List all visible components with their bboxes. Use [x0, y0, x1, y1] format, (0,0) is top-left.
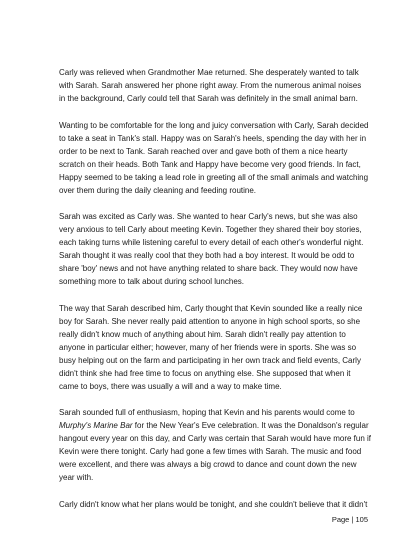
text-line: The way that Sarah described him, Carly thought that Kevin sounded like a really nice	[59, 303, 363, 313]
text-line: very anxious to tell Carly about meeting Kevin. Together they shared their boy stories,	[59, 225, 362, 234]
text-line: year with.	[59, 473, 94, 482]
venue-name: Murphy's Marine Bar	[59, 421, 133, 430]
paragraph-2	[59, 119, 368, 197]
paragraph-6	[59, 498, 368, 511]
paragraph-1	[59, 66, 368, 105]
text-line: each taking turns while listening careful to every detail of each other's wonderful night.	[59, 238, 364, 247]
text-line	[59, 419, 368, 432]
text-line: Carly was relieved when Grandmother Mae returned. She desperately wanted to talk	[59, 68, 359, 77]
text-line: over them during the daily cleaning and feeding routine.	[59, 185, 257, 195]
text-line: boy for Sarah. She never really paid attention to anyone in high school sports, so she	[59, 316, 361, 326]
footer-separator: |	[351, 515, 354, 524]
text-line: Sarah was excited as Carly was. She wanted to hear Carly's news, but she was also	[59, 212, 358, 221]
text-line: scratch on their heads. Both Tank and Happy have become very good friends. In fact,	[59, 159, 361, 169]
text-line: Sarah sounded full of enthusiasm, hoping that Kevin and his parents would come to	[59, 408, 355, 417]
text-line: anyone in particular either; however, many of her friends were in sports. She was so	[59, 342, 357, 352]
text-line: something more to talk about during school lunches.	[59, 277, 244, 286]
text-segment: for the New Year's Eve celebration. It was the Donaldson's regular	[134, 421, 369, 430]
text-line: busy helping out on the farm and participating in her own track and field events, Carly	[59, 355, 361, 365]
page-number: 105	[355, 515, 368, 524]
page-label: Page	[331, 515, 350, 524]
text-line: came to boys, there was usually a will and a way to make time.	[59, 381, 282, 391]
text-line: didn't think she had free time to focus on anything else. She supposed that when it	[59, 368, 351, 378]
text-line: in the background, Carly could tell that Sarah was definitely in the small animal barn.	[59, 94, 358, 103]
text-line: Happy seemed to be taking a lead role in greeting all of the small animals and watching	[59, 172, 369, 182]
text-line: hangout every year on this day, and Carly was certain that Sarah would have more fun if	[59, 434, 372, 443]
text-line: share 'boy' news and not have anything related to share back. They would now have	[59, 264, 358, 273]
text-line: Carly didn't know what her plans would be tonight, and she couldn't believe that it didn't	[59, 499, 368, 509]
paragraph-5	[59, 406, 372, 484]
text-line: to take a seat in Tank's stall. Happy was on Sarah's heels, spending the day with her in	[59, 133, 367, 143]
text-line: with Sarah. Sarah answered her phone right away. From the numerous animal noises	[59, 81, 362, 90]
paragraph-3	[59, 210, 368, 288]
text-line: Sarah thought it was really cool that they both had a boy interest. It would be odd to	[59, 251, 355, 260]
text-line: Kevin were there tonight. Carly had gone a few times with Sarah. The music and food	[59, 447, 362, 456]
text-line: were excellent, and there was always a big crowd to dance and count down the new	[59, 460, 357, 469]
page-footer	[332, 515, 368, 525]
text-line: order to be next to Tank. Sarah reached over and gave both of them a nice hearty	[59, 146, 348, 156]
paragraph-4	[59, 302, 368, 393]
text-line: really didn't know much of anything about him. Sarah didn't really pay attention to	[59, 329, 346, 339]
text-line: Wanting to be comfortable for the long and juicy conversation with Carly, Sarah decided	[59, 120, 369, 130]
